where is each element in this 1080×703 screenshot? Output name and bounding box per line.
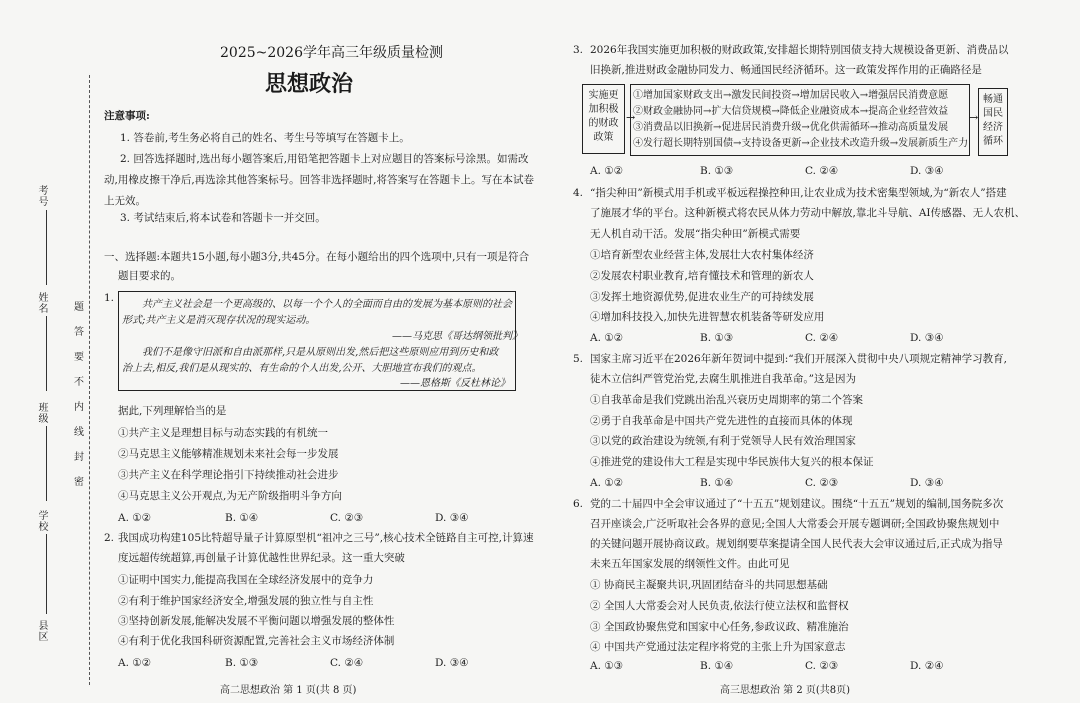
quote-source: ——恩格斯《反杜林论》	[400, 378, 510, 389]
statement-item: ① 协商民主凝聚共识,巩固团结奋斗的共同思想基础	[590, 579, 828, 591]
flowchart-left-text: 加积极	[588, 104, 619, 115]
question-stem: 未来五年国家发展的纲领性文件。由此可见	[590, 558, 790, 570]
statement-item: ②发展农村职业教育,培育懂技术和管理的新农人	[590, 270, 814, 282]
flowchart-left-text: 政策	[593, 132, 614, 143]
question-number: 2.	[104, 532, 115, 544]
answer-option-c[interactable]: C. ②④	[330, 657, 364, 669]
answer-option-b[interactable]: B. ①③	[700, 332, 734, 344]
field-school-label: 学校	[36, 510, 47, 532]
question-stem: 无人机自动干活。发展“指尖种田”新模式需要	[590, 228, 801, 240]
flowchart-left-text: 实施更	[588, 90, 619, 101]
question-number: 6.	[573, 498, 584, 510]
flowchart-left-text: 的财政	[588, 118, 619, 129]
statement-item: ③发挥土地资源优势,促进农业生产的可持续发展	[590, 291, 814, 303]
flowchart-arrow-right: →	[969, 111, 979, 124]
question-number: 1.	[104, 292, 115, 304]
flowchart-path: ④发行超长期特别国债→支持设备更新→企业技术改造升级→发展新质生产力	[633, 138, 969, 149]
field-exam-number-line	[46, 210, 47, 285]
answer-option-d[interactable]: D. ③④	[435, 512, 469, 524]
statement-item: ③坚持创新发展,能解决发展不平衡问题以增强发展的整体性	[118, 615, 395, 627]
seal-char: 答	[74, 327, 84, 338]
question-number: 3.	[573, 44, 584, 56]
statement-item: ②马克思主义能够精准规划未来社会每一步发展	[118, 448, 339, 460]
answer-option-b[interactable]: B. ①④	[225, 512, 259, 524]
quote-text: 形式;共产主义是消灭现存状况的现实运动。	[122, 315, 316, 326]
seal-char: 内	[74, 402, 84, 413]
field-class-line	[46, 426, 47, 501]
answer-option-b[interactable]: B. ①④	[700, 477, 734, 489]
notice-line: 上无效。	[104, 195, 146, 207]
field-exam-number-label: 考号	[36, 185, 47, 207]
answer-option-c[interactable]: C. ②④	[805, 165, 839, 177]
notice-title: 注意事项:	[104, 110, 150, 122]
answer-option-c[interactable]: C. ②③	[805, 477, 839, 489]
question-stem: 国家主席习近平在2026年新年贺词中提到:“我们开展深入贯彻中央八项规定精神学习教育,	[590, 353, 1007, 365]
answer-option-d[interactable]: D. ③④	[910, 332, 944, 344]
notice-line: 3. 考试结束后,将本试卷和答题卡一并交回。	[120, 212, 326, 224]
question-number: 4.	[573, 187, 584, 199]
section-heading: 一、选择题:本题共15小题,每小题3分,共45分。在每小题给出的四个选项中,只有一项是符合	[104, 251, 529, 263]
answer-option-a[interactable]: A. ①②	[590, 477, 624, 489]
field-name-line	[46, 316, 47, 391]
quote-text: 我们不是像守旧派和自由派那样,只是从原则出发,然后把这些原则应用到历史和政	[142, 347, 499, 358]
field-name-label: 姓名	[36, 292, 47, 314]
page-footer: 高三思想政治 第 2 页(共8页)	[720, 685, 851, 696]
flowchart-right-text: 国民	[983, 108, 1003, 119]
answer-option-a[interactable]: A. ①②	[118, 512, 152, 524]
flowchart-right-text: 畅通	[983, 94, 1003, 105]
statement-item: ①自我革命是我们党跳出治乱兴衰历史周期率的第二个答案	[590, 394, 863, 406]
quote-text: 共产主义社会是一个更高级的、以每一个个人的全面而自由的发展为基本原则的社会	[142, 299, 512, 310]
question-stem: 度远超传统超算,再创量子计算优越性世界纪录。这一重大突破	[118, 552, 405, 564]
answer-option-b[interactable]: B. ①③	[225, 657, 259, 669]
statement-item: ④马克思主义公开观点,为无产阶级指明斗争方向	[118, 490, 342, 502]
subject-title: 思想政治	[265, 72, 354, 97]
seal-char: 封	[74, 452, 84, 463]
question-stem: “指尖种田”新模式用手机或平板远程操控种田,让农业成为技术密集型领域,为“新农人”搭建	[590, 187, 1007, 199]
answer-option-a[interactable]: A. ①②	[590, 165, 624, 177]
statement-item: ①共产主义是理想目标与动态实践的有机统一	[118, 427, 328, 439]
statement-item: ③共产主义在科学理论指引下持续推动社会进步	[118, 469, 339, 481]
seal-text	[73, 295, 85, 495]
seal-char: 密	[74, 477, 84, 488]
question-stem: 徒木立信纠严管党治党,去腐生肌推进自我革命。”这是因为	[590, 373, 856, 385]
flowchart-right-text: 循环	[983, 136, 1003, 147]
field-school-line	[46, 534, 47, 614]
answer-option-d[interactable]: D. ③④	[910, 477, 944, 489]
statement-item: ② 全国人大常委会对人民负责,依法行使立法权和监督权	[590, 600, 849, 612]
seal-char: 题	[74, 302, 84, 313]
answer-option-d[interactable]: D. ③④	[910, 165, 944, 177]
answer-option-a[interactable]: A. ①②	[118, 657, 152, 669]
question-stem: 据此,下列理解恰当的是	[118, 405, 227, 417]
flowchart-path: ①增加国家财政支出→激发民间投资→增加居民收入→增强居民消费意愿	[633, 90, 949, 101]
answer-option-a[interactable]: A. ①③	[590, 660, 624, 672]
question-number: 5.	[573, 353, 584, 365]
question-stem: 2026年我国实施更加积极的财政政策,安排超长期特别国债支持大规模设备更新、消费品以	[590, 44, 1009, 56]
statement-item: ④推进党的建设伟大工程是实现中华民族伟大复兴的根本保证	[590, 456, 874, 468]
statement-item: ①证明中国实力,能提高我国在全球经济发展中的竞争力	[118, 574, 374, 586]
question-stem: 的关键问题开展协商议政。规划纲要草案提请全国人民代表大会审议通过后,正式成为指导	[590, 538, 1003, 550]
statement-item: ③以党的政治建设为统领,有利于党领导人民有效治理国家	[590, 435, 856, 447]
answer-option-a[interactable]: A. ①②	[590, 332, 624, 344]
quote-source: ——马克思《哥达纲领批判》	[392, 331, 522, 342]
question-stem: 我国成功构建105比特超导量子计算原型机“祖冲之三号”,核心技术全链路自主可控,计算速	[118, 532, 534, 544]
answer-option-b[interactable]: B. ①④	[700, 660, 734, 672]
question-stem: 党的二十届四中全会审议通过了“十五五”规划建议。围绕“十五五”规划的编制,国务院多次	[590, 498, 1004, 510]
flowchart-left-box	[582, 84, 625, 154]
statement-item: ④ 中国共产党通过法定程序将党的主张上升为国家意志	[590, 641, 846, 653]
statement-item: ①培育新型农业经营主体,发展壮大农村集体经济	[590, 249, 814, 261]
notice-line: 动,用橡皮擦干净后,再选涂其他答案标号。回答非选择题时,将答案写在答题卡上。写在本试卷	[104, 174, 535, 186]
answer-option-b[interactable]: B. ①③	[700, 165, 734, 177]
notice-line: 1. 答卷前,考生务必将自己的姓名、考生号等填写在答题卡上。	[120, 132, 410, 144]
answer-option-d[interactable]: D. ②④	[910, 660, 944, 672]
statement-item: ④增加科技投入,加快先进智慧农机装备等研发应用	[590, 311, 825, 323]
seal-line	[89, 75, 90, 685]
quote-text: 治上去,相反,我们是从现实的、有生命的个人出发,公开、大胆地宣布我们的观点。	[122, 363, 482, 374]
flowchart-right-text: 经济	[983, 122, 1003, 133]
answer-option-d[interactable]: D. ③④	[435, 657, 469, 669]
answer-option-c[interactable]: C. ②③	[805, 660, 839, 672]
section-heading: 题目要求的。	[118, 270, 181, 282]
field-class-label: 班级	[36, 402, 47, 424]
flowchart-path: ②财政金融协同→扩大信贷规模→降低企业融资成本→提高企业经营效益	[633, 106, 949, 117]
exam-header: 2025~2026学年高三年级质量检测	[220, 45, 443, 61]
field-county-label: 县区	[36, 620, 47, 642]
seal-char: 线	[74, 427, 84, 438]
flowchart-arrow-left: →	[626, 111, 636, 124]
statement-item: ②勇于自我革命是中国共产党先进性的直接而具体的体现	[590, 415, 853, 427]
answer-option-c[interactable]: C. ②④	[805, 332, 839, 344]
statement-item: ④有利于优化我国科研资源配置,完善社会主义市场经济体制	[118, 635, 395, 647]
seal-char: 要	[74, 352, 84, 363]
question-stem: 了施展才华的平台。这种新模式将农民从体力劳动中解放,靠北斗导航、AI传感器、无人农机、	[590, 207, 1026, 219]
statement-item: ②有利于维护国家经济安全,增强发展的独立性与自主性	[118, 595, 374, 607]
statement-item: ③ 全国政协聚焦党和国家中心任务,参政议政、精准施治	[590, 621, 849, 633]
notice-line: 2. 回答选择题时,选出每小题答案后,用铅笔把答题卡上对应题目的答案标号涂黑。如需改	[120, 153, 529, 165]
flowchart-right-box	[978, 88, 1008, 156]
question-stem: 召开座谈会,广泛听取社会各界的意见;全国人大常委会开展专题调研;全国政协聚焦规划中	[590, 518, 1000, 530]
question-stem: 旧换新,推进财政金融协同发力、畅通国民经济循环。这一政策发挥作用的正确路径是	[590, 64, 982, 76]
seal-char: 不	[74, 377, 84, 388]
answer-option-c[interactable]: C. ②③	[330, 512, 364, 524]
flowchart-path: ③消费品以旧换新→促进居民消费升级→优化供需循环→推动高质量发展	[633, 122, 949, 133]
page-footer: 高二思想政治 第 1 页(共 8 页)	[220, 685, 357, 696]
